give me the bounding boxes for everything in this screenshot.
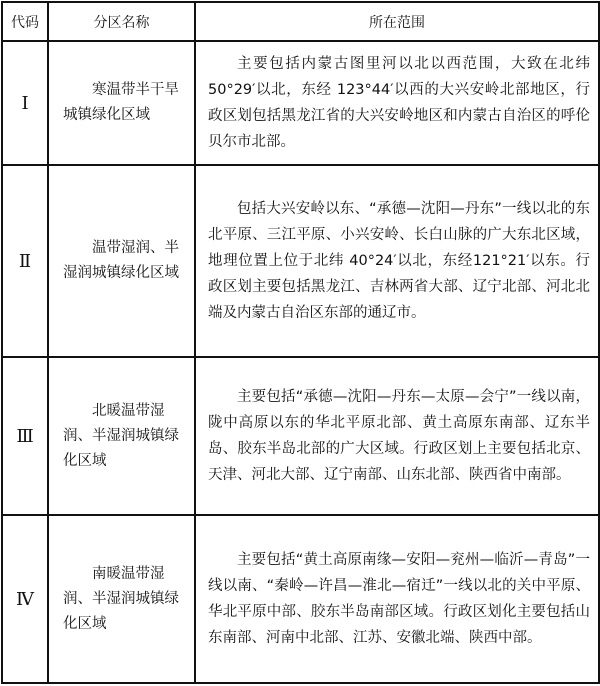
header-zone-name: 分区名称 (48, 2, 195, 41)
zone-scope (195, 41, 599, 165)
zone-scope-text: 主要包括“黄土高原南缘—安阳—兖州—临沂—青岛”一线以南、“秦岭—许昌—淮北—宿迁”一线以北的关中平原、华北平原中部、胶东半岛南部区域。行政区划化主要包括山东南部、河南中北部、江苏、安徽北端、陕西中部。 (208, 552, 590, 646)
table-row (2, 515, 599, 683)
zone-name-text: 南暖温带湿润、半湿润城镇绿化区域 (63, 565, 179, 632)
zone-name (48, 41, 195, 165)
table-row (2, 357, 599, 515)
table-row (2, 41, 599, 165)
zone-code: Ⅳ (2, 515, 48, 683)
zone-name-text: 寒温带半干旱城镇绿化区域 (63, 82, 179, 123)
zone-scope (195, 165, 599, 357)
zone-scope (195, 515, 599, 683)
header-code: 代码 (2, 2, 48, 41)
header-row (2, 2, 599, 41)
header-scope: 所在范围 (195, 2, 599, 41)
zone-code: Ⅱ (2, 165, 48, 357)
zone-name (48, 515, 195, 683)
table-row (2, 165, 599, 357)
zone-code: Ⅲ (2, 357, 48, 515)
zone-name-text: 温带湿润、半湿润城镇绿化区域 (63, 240, 179, 281)
zone-name (48, 165, 195, 357)
climate-zone-table (1, 1, 600, 684)
zone-scope-text: 包括大兴安岭以东、“承德—沈阳—丹东”一线以北的东北平原、三江平原、小兴安岭、长白山脉的广大东北区域，地理位置上位于北纬 40°24′以北，东经121°21′以东。行政区划主要包括黑龙江、吉林两省大部、辽宁北部、河北北端及内蒙古自治区东部的通辽市。 (208, 201, 590, 321)
zone-scope-text: 主要包括内蒙古图里河以北以西范围，大致在北纬50°29′以北，东经 123°44′以西的大兴安岭北部地区，行政区划包括黑龙江省的大兴安岭地区和内蒙古自治区的呼伦贝尔市北部。 (208, 56, 590, 150)
zone-scope (195, 357, 599, 515)
zone-scope-text: 主要包括“承德—沈阳—丹东—太原—会宁”一线以南，陇中高原以东的华北平原北部、黄土高原东南部、辽东半岛、胶东半岛北部的广大区域。行政区划上主要包括北京、天津、河北大部、辽宁南部、山东北部、陕西省中南部。 (208, 389, 590, 483)
zone-code: Ⅰ (2, 41, 48, 165)
zone-name-text: 北暖温带湿润、半湿润城镇绿化区域 (63, 402, 179, 469)
zone-name (48, 357, 195, 515)
